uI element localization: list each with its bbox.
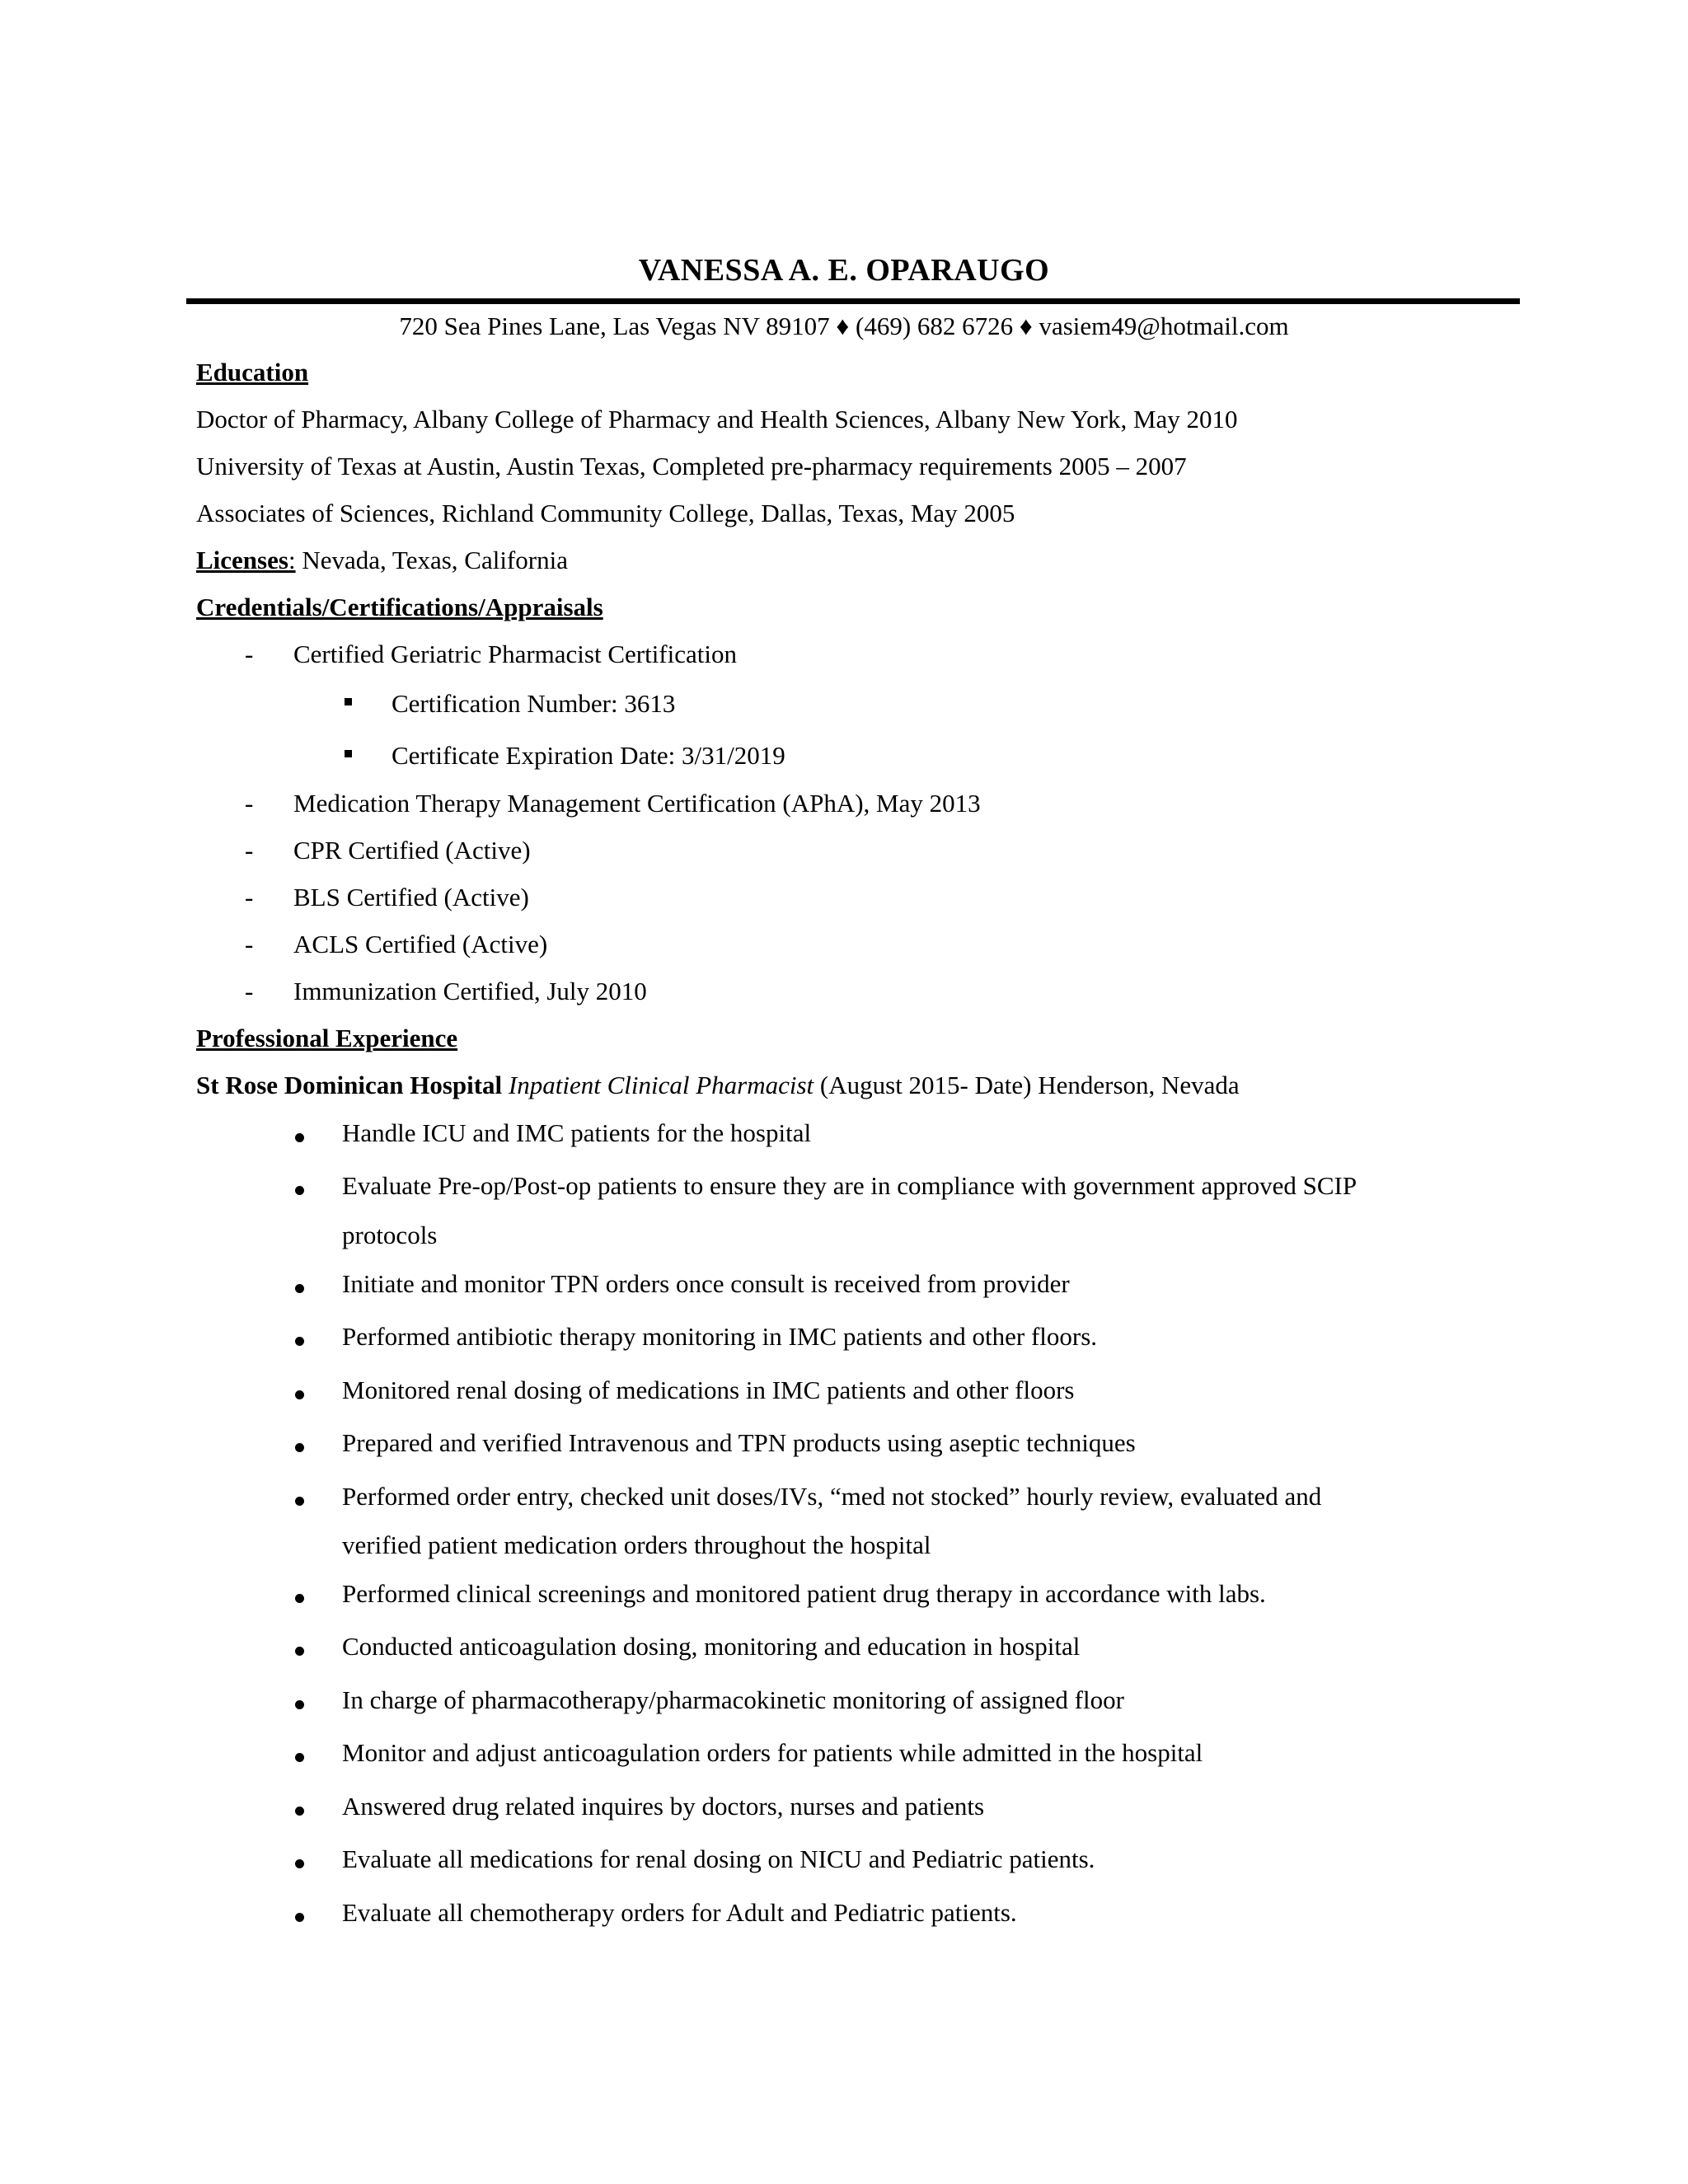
- bullet-dot-icon: [295, 1753, 304, 1762]
- job-bullet-continuation: verified patient medication orders throughout the hospital: [342, 1530, 931, 1559]
- bullet-dot-icon: [295, 1859, 304, 1868]
- job-bullet: Performed clinical screenings and monitored patient drug therapy in accordance with labs.: [342, 1579, 1266, 1608]
- job-bullet: In charge of pharmacotherapy/pharmacokinetic monitoring of assigned floor: [342, 1685, 1124, 1714]
- bullet-dot-icon: [295, 1337, 304, 1346]
- bullet-dot-icon: [295, 1284, 304, 1293]
- job-bullet: Performed antibiotic therapy monitoring in IMC patients and other floors.: [342, 1322, 1098, 1351]
- job-bullet: Answered drug related inquires by doctors, nurses and patients: [342, 1792, 985, 1821]
- credential-item: ACLS Certified (Active): [293, 930, 548, 958]
- job-bullet: Evaluate all medications for renal dosing on NICU and Pediatric patients.: [342, 1844, 1095, 1873]
- job-bullet-continuation: protocols: [342, 1221, 438, 1249]
- licenses-line: [196, 542, 568, 579]
- job-bullet: Conducted anticoagulation dosing, monitoring and education in hospital: [342, 1632, 1081, 1661]
- credential-item: Immunization Certified, July 2010: [293, 977, 647, 1005]
- dash-marker: -: [245, 977, 254, 1005]
- job-title: Inpatient Clinical Pharmacist: [508, 1071, 814, 1099]
- credentials-heading: Credentials/Certifications/Appraisals: [196, 593, 603, 621]
- candidate-name: VANESSA A. E. OPARAUGO: [638, 253, 1050, 288]
- contact-info: 720 Sea Pines Lane, Las Vegas NV 89107 ♦ (469) 682 6726 ♦ vasiem49@hotmail.com: [399, 312, 1289, 340]
- education-heading: Education: [196, 358, 309, 387]
- credential-item: Medication Therapy Management Certification (APhA), May 2013: [293, 789, 981, 818]
- bullet-dot-icon: [295, 1390, 304, 1399]
- credential-item: CPR Certified (Active): [293, 836, 531, 865]
- credential-item: BLS Certified (Active): [293, 883, 529, 912]
- bullet-dot-icon: [295, 1700, 304, 1709]
- credential-sub-item: Certificate Expiration Date: 3/31/2019: [392, 741, 785, 770]
- bullet-dot-icon: [295, 1647, 304, 1656]
- job-bullet: Initiate and monitor TPN orders once consult is received from provider: [342, 1269, 1070, 1298]
- dash-marker: -: [245, 883, 254, 912]
- job-bullet: Monitored renal dosing of medications in IMC patients and other floors: [342, 1376, 1075, 1404]
- bullet-dot-icon: [295, 1807, 304, 1816]
- job-details: (August 2015- Date) Henderson, Nevada: [814, 1071, 1240, 1099]
- credential-item: Certified Geriatric Pharmacist Certification: [293, 640, 737, 668]
- square-bullet-icon: [345, 750, 352, 757]
- bullet-dot-icon: [295, 1594, 304, 1603]
- job-header: [196, 1067, 1240, 1104]
- dash-marker: -: [245, 789, 254, 818]
- job-bullet: Evaluate Pre-op/Post-op patients to ensure they are in compliance with government approved SCIP: [342, 1171, 1357, 1200]
- education-item: Doctor of Pharmacy, Albany College of Pharmacy and Health Sciences, Albany New York, May 2010: [196, 405, 1238, 434]
- credential-sub-item: Certification Number: 3613: [392, 689, 676, 718]
- job-bullet: Monitor and adjust anticoagulation orders for patients while admitted in the hospital: [342, 1738, 1203, 1767]
- experience-heading: Professional Experience: [196, 1024, 458, 1052]
- job-bullet: Evaluate all chemotherapy orders for Adult and Pediatric patients.: [342, 1898, 1017, 1927]
- dash-marker: -: [245, 930, 254, 958]
- job-bullet: Handle ICU and IMC patients for the hospital: [342, 1118, 812, 1147]
- job-employer: St Rose Dominican Hospital: [196, 1071, 503, 1099]
- job-bullet: Prepared and verified Intravenous and TPN products using aseptic techniques: [342, 1428, 1136, 1457]
- dash-marker: -: [245, 640, 254, 668]
- bullet-dot-icon: [295, 1497, 304, 1506]
- bullet-dot-icon: [295, 1133, 304, 1142]
- licenses-label: Licenses: [196, 546, 288, 574]
- bullet-dot-icon: [295, 1913, 304, 1922]
- education-item: University of Texas at Austin, Austin Texas, Completed pre-pharmacy requirements 2005 – 2007: [196, 452, 1187, 480]
- square-bullet-icon: [345, 698, 352, 705]
- licenses-colon: :: [288, 546, 296, 574]
- header-rule: [186, 298, 1520, 304]
- licenses-value: Nevada, Texas, California: [295, 546, 568, 574]
- dash-marker: -: [245, 836, 254, 865]
- bullet-dot-icon: [295, 1443, 304, 1452]
- education-item: Associates of Sciences, Richland Community College, Dallas, Texas, May 2005: [196, 499, 1015, 527]
- job-bullet: Performed order entry, checked unit doses/IVs, “med not stocked” hourly review, evaluated and: [342, 1482, 1322, 1511]
- bullet-dot-icon: [295, 1186, 304, 1195]
